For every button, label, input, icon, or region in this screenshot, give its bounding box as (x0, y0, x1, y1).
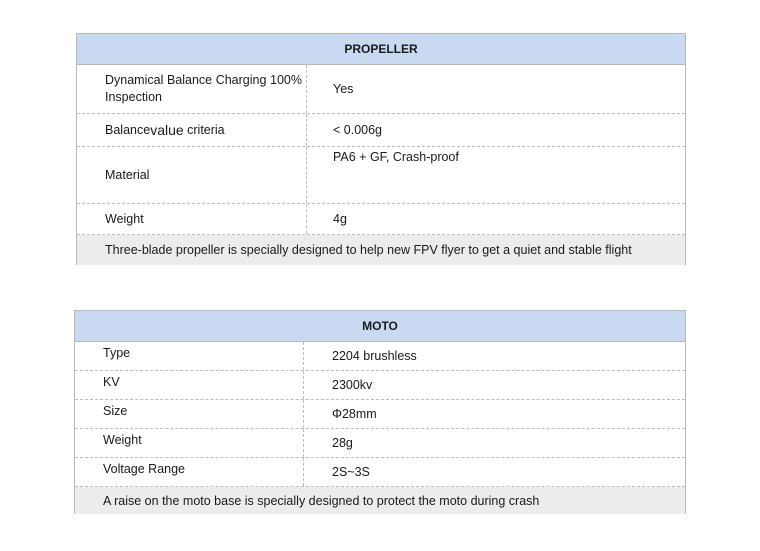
spec-value: 2204 brushless (332, 349, 417, 363)
spec-label: Balance value criteria (77, 114, 307, 146)
propeller-note: Three-blade propeller is specially designed to help new FPV flyer to get a quiet and stable flight (77, 235, 685, 265)
table-row (77, 114, 685, 147)
spec-label: Material (77, 147, 307, 203)
table-row (75, 400, 685, 429)
spec-value: 2300kv (332, 378, 373, 392)
propeller-spec-table (76, 33, 686, 265)
table-row (75, 371, 685, 400)
moto-spec-table (74, 310, 686, 514)
table-row (77, 204, 685, 235)
spec-label: Type (75, 342, 304, 370)
spec-label: Voltage Range (75, 458, 304, 486)
spec-value: < 0.006g (333, 123, 383, 137)
spec-label: Weight (75, 429, 304, 457)
table-row (75, 342, 685, 371)
table-row (77, 147, 685, 204)
table-row (75, 458, 685, 487)
table-row (77, 65, 685, 114)
table-row (75, 429, 685, 458)
moto-table-title: MOTO (75, 311, 685, 342)
spec-label: Dynamical Balance Charging 100% Inspection (77, 65, 307, 113)
propeller-table-title: PROPELLER (77, 34, 685, 65)
spec-value: Yes (333, 82, 354, 96)
spec-value: Φ28mm (332, 407, 377, 421)
spec-label: Size (75, 400, 304, 428)
moto-note: A raise on the moto base is specially designed to protect the moto during crash (75, 487, 685, 514)
spec-value: 4g (333, 212, 347, 226)
spec-value: PA6 + GF, Crash-proof (333, 150, 459, 164)
spec-label: KV (75, 371, 304, 399)
spec-value: 2S~3S (332, 465, 370, 479)
spec-value: 28g (332, 436, 353, 450)
spec-label: Weight (77, 204, 307, 234)
